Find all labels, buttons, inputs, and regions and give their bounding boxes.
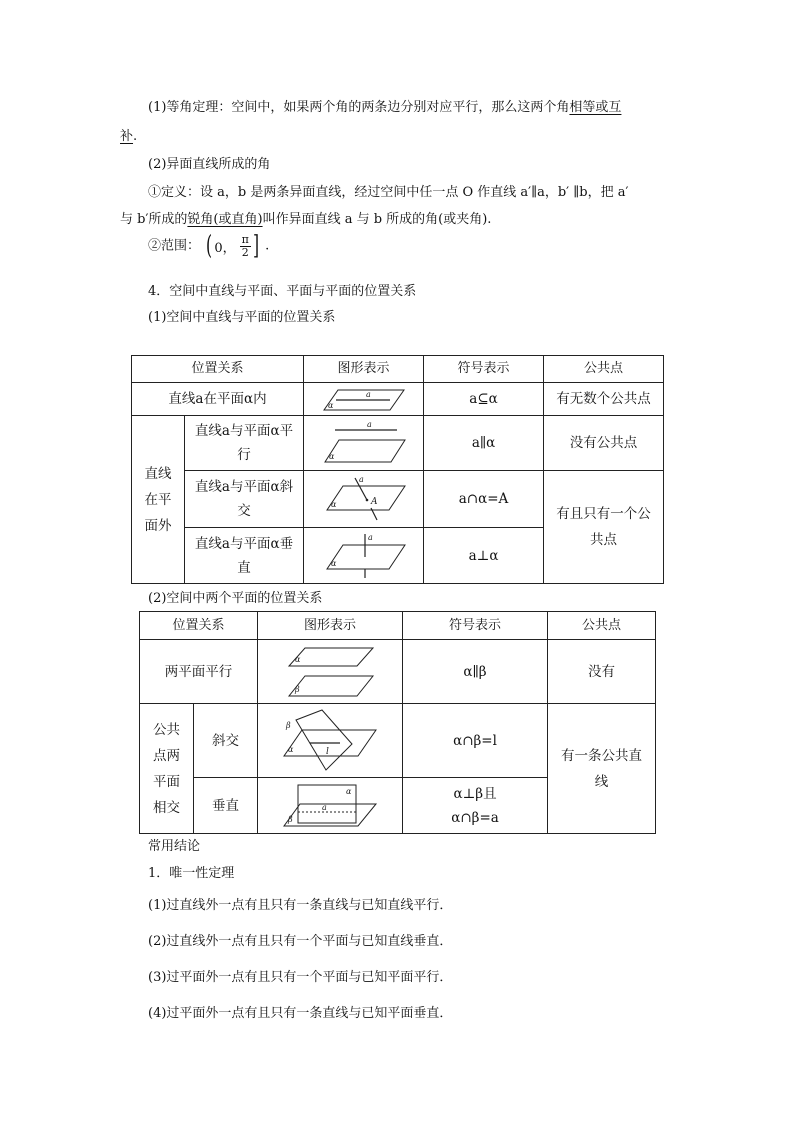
header-common: 公共点 xyxy=(548,612,656,640)
symbol-cell: α∩β=l xyxy=(403,704,548,778)
line-in-plane-diagram xyxy=(322,386,406,412)
common-cell: 没有 xyxy=(548,640,656,704)
definition-line-2: 与 b′所成的锐角(或直角)叫作异面直线 a 与 b 所成的角(或夹角). xyxy=(120,212,492,227)
section-4-title: 4．空间中直线与平面、平面与平面的位置关系 xyxy=(148,284,417,299)
figure-line-in-plane xyxy=(304,383,424,416)
symbol-cell: α∥β xyxy=(403,640,548,704)
relation-cell: 直线a与平面α垂 直 xyxy=(185,528,304,584)
figure-line-oblique xyxy=(304,471,424,528)
table-header-row xyxy=(132,356,664,383)
header-relation: 位置关系 xyxy=(140,612,258,640)
line-oblique-plane-diagram xyxy=(321,474,407,524)
figure-line-parallel xyxy=(304,416,424,471)
svg-text:a: a xyxy=(367,532,373,542)
symbol-cell: α⊥β且 α∩β=a xyxy=(403,778,548,834)
line-plane-heading: (1)空间中直线与平面的位置关系 xyxy=(148,310,336,325)
line-perpendicular-plane-diagram xyxy=(321,531,407,581)
relation-cell: 两平面平行 xyxy=(140,640,258,704)
line-parallel-plane-diagram xyxy=(321,420,407,466)
table-row xyxy=(132,383,664,416)
svg-text:β: β xyxy=(288,814,293,824)
svg-text:α: α xyxy=(346,786,352,796)
common-cell: 有且只有一个公 共点 xyxy=(544,471,664,584)
figure-planes-oblique xyxy=(258,704,403,778)
svg-text:β: β xyxy=(295,684,300,694)
outside-plane-group: 直线 在平 面外 xyxy=(132,416,185,584)
list-item: (1)过直线外一点有且只有一条直线与已知直线平行． xyxy=(148,898,453,913)
pi-over-two: $\frac{\pi}{2}$ xyxy=(241,232,249,259)
svg-text:a: a xyxy=(322,802,327,812)
header-relation: 位置关系 xyxy=(132,356,304,383)
oblique-planes-diagram xyxy=(282,708,378,774)
svg-text:A: A xyxy=(370,497,378,507)
list-item: (3)过平面外一点有且只有一个平面与已知平面平行． xyxy=(148,970,453,985)
header-symbol: 符号表示 xyxy=(403,612,548,640)
svg-text:β: β xyxy=(286,720,291,730)
theorem-equal-angle-cont: 补. xyxy=(120,129,138,144)
svg-text:α: α xyxy=(327,401,333,410)
svg-text:a: a xyxy=(365,390,371,399)
svg-text:a: a xyxy=(366,420,372,429)
plane-plane-table xyxy=(139,611,656,834)
list-item: (2)过直线外一点有且只有一个平面与已知直线垂直． xyxy=(148,934,453,949)
table-row xyxy=(132,416,664,471)
perpendicular-planes-diagram xyxy=(282,782,378,830)
symbol-cell: a⊆α xyxy=(424,383,544,416)
svg-text:α: α xyxy=(330,558,336,568)
angle-range: ②范围： ( 0， $\frac{\pi}{2}$ ] . xyxy=(148,231,270,261)
header-figure: 图形表示 xyxy=(304,356,424,383)
table-row xyxy=(132,471,664,528)
svg-text:a: a xyxy=(358,475,364,484)
figure-planes-parallel xyxy=(258,640,403,704)
table-row xyxy=(140,640,656,704)
list-item: (4)过平面外一点有且只有一条直线与已知平面垂直． xyxy=(148,1006,453,1021)
svg-text:α: α xyxy=(295,654,301,664)
conclusions-title: 常用结论 xyxy=(148,839,201,854)
theorem-equal-angle: (1)等角定理：空间中，如果两个角的两条边分别对应平行，那么这两个角相等或互 xyxy=(148,100,622,115)
relation-cell: 直线a与平面α斜 交 xyxy=(185,471,304,528)
symbol-cell: a∩α=A xyxy=(424,471,544,528)
header-symbol: 符号表示 xyxy=(424,356,544,383)
header-common: 公共点 xyxy=(544,356,664,383)
svg-text:α: α xyxy=(328,452,334,461)
skew-lines-angle-heading: (2)异面直线所成的角 xyxy=(148,157,271,172)
header-figure: 图形表示 xyxy=(258,612,403,640)
uniqueness-theorem-heading: 1．唯一性定理 xyxy=(148,866,235,881)
definition-line-1: ①定义：设 a，b 是两条异面直线，经过空间中任一点 O 作直线 a′∥a，b′ ∥b，把 a′ xyxy=(148,185,629,200)
common-cell: 有无数个公共点 xyxy=(544,383,664,416)
relation-cell: 直线a在平面α内 xyxy=(132,383,304,416)
svg-text:α: α xyxy=(330,500,336,509)
parallel-planes-diagram xyxy=(285,644,375,700)
figure-planes-perp xyxy=(258,778,403,834)
svg-text:α: α xyxy=(288,744,294,754)
plane-plane-heading: (2)空间中两个平面的位置关系 xyxy=(148,591,323,606)
relation-cell: 斜交 xyxy=(194,704,258,778)
common-cell: 没有公共点 xyxy=(544,416,664,471)
intersecting-planes-group: 公共 点两 平面 相交 xyxy=(140,704,194,834)
common-cell: 有一条公共直 线 xyxy=(548,704,656,834)
symbol-cell: a∥α xyxy=(424,416,544,471)
svg-text:l: l xyxy=(326,746,329,757)
relation-cell: 直线a与平面α平 行 xyxy=(185,416,304,471)
figure-line-perp xyxy=(304,528,424,584)
symbol-cell: a⊥α xyxy=(424,528,544,584)
table-row xyxy=(140,704,656,778)
table-header-row xyxy=(140,612,656,640)
relation-cell: 垂直 xyxy=(194,778,258,834)
line-plane-table xyxy=(131,355,664,584)
range-interval: ( 0， $\frac{\pi}{2}$ ] xyxy=(206,231,259,261)
